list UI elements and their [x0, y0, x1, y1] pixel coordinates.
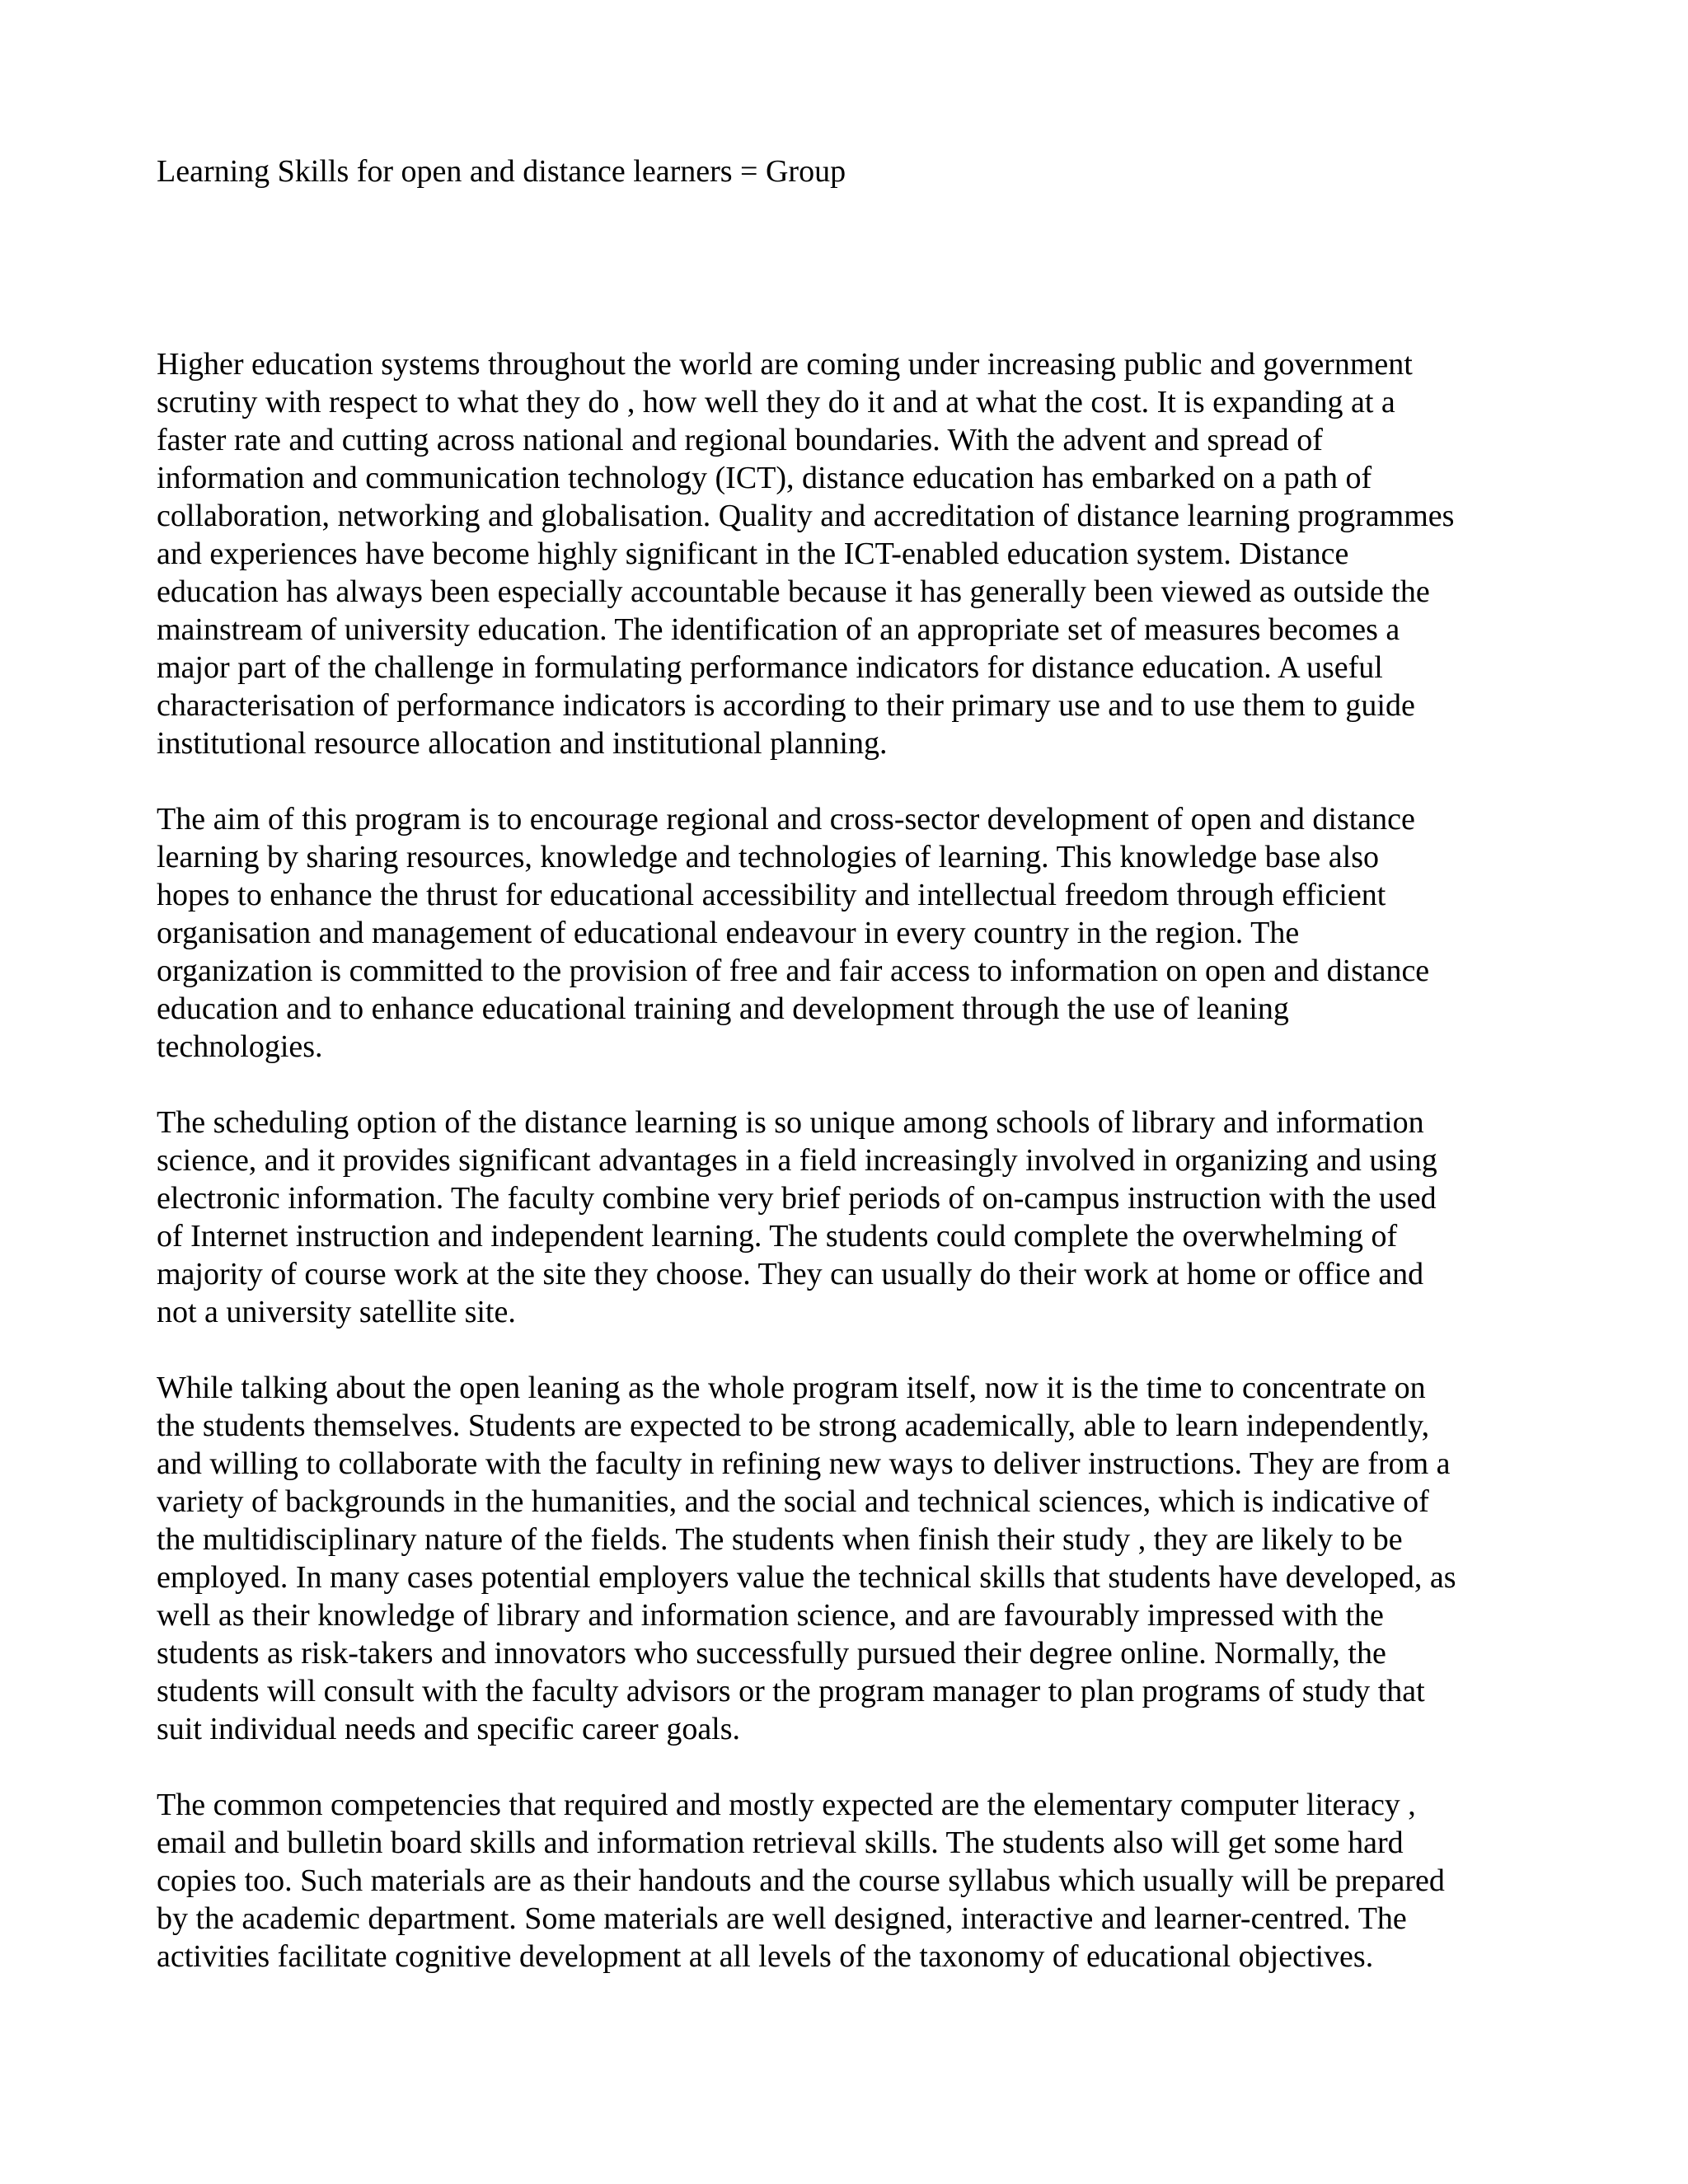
text-line: the students themselves. Students are expected to be strong academically, able to learn independently, [157, 1408, 1430, 1443]
text-line: information and communication technology (ICT), distance education has embarked on a path of [157, 461, 1372, 495]
text-line: students as risk-takers and innovators who successfully pursued their degree online. Normally, the [157, 1636, 1386, 1671]
text-line: organisation and management of educational endeavour in every country in the region. The [157, 916, 1300, 950]
text-line: The aim of this program is to encourage regional and cross-sector development of open and distance [157, 802, 1415, 837]
text-line: well as their knowledge of library and information science, and are favourably impressed with the [157, 1598, 1384, 1633]
text-line: students will consult with the faculty advisors or the program manager to plan programs of study that [157, 1674, 1425, 1708]
text-line: faster rate and cutting across national and regional boundaries. With the advent and spread of [157, 423, 1323, 457]
text-line: copies too. Such materials are as their handouts and the course syllabus which usually will be prepared [157, 1863, 1445, 1898]
text-line: learning by sharing resources, knowledge and technologies of learning. This knowledge base also [157, 840, 1380, 874]
text-line: The common competencies that required and mostly expected are the elementary computer literacy , [157, 1788, 1416, 1822]
text-line: mainstream of university education. The identification of an appropriate set of measures becomes a [157, 612, 1400, 647]
paragraph-2 [157, 800, 1558, 1066]
text-line: activities facilitate cognitive development at all levels of the taxonomy of educational objectives. [157, 1939, 1374, 1974]
text-line: not a university satellite site. [157, 1295, 516, 1329]
text-line: by the academic department. Some materials are well designed, interactive and learner-centred. The [157, 1901, 1407, 1936]
text-line: and experiences have become highly significant in the ICT-enabled education system. Distance [157, 537, 1349, 571]
text-line: While talking about the open leaning as the whole program itself, now it is the time to concentrate on [157, 1371, 1426, 1405]
text-line: characterisation of performance indicators is according to their primary use and to use them to guide [157, 688, 1415, 723]
text-line: email and bulletin board skills and information retrieval skills. The students also will get some hard [157, 1825, 1404, 1860]
paragraph-1 [157, 345, 1558, 762]
paragraph-5 [157, 1786, 1558, 1975]
text-line: employed. In many cases potential employers value the technical skills that students have developed, as [157, 1560, 1456, 1595]
text-line: variety of backgrounds in the humanities, and the social and technical sciences, which is indicative of [157, 1484, 1429, 1519]
text-line: the multidisciplinary nature of the fields. The students when finish their study , they are likely to be [157, 1522, 1403, 1557]
text-line: and willing to collaborate with the faculty in refining new ways to deliver instructions. They are from a [157, 1446, 1451, 1481]
text-line: institutional resource allocation and institutional planning. [157, 726, 888, 761]
text-line: technologies. [157, 1029, 323, 1064]
text-line: education has always been especially accountable because it has generally been viewed as outside the [157, 574, 1430, 609]
text-line: electronic information. The faculty combine very brief periods of on-campus instruction with the used [157, 1181, 1437, 1216]
text-line: majority of course work at the site they choose. They can usually do their work at home or office and [157, 1257, 1424, 1291]
text-line: hopes to enhance the thrust for educational accessibility and intellectual freedom through efficient [157, 878, 1386, 912]
text-line: science, and it provides significant advantages in a field increasingly involved in organizing and using [157, 1143, 1437, 1178]
document-body [157, 345, 1558, 2013]
text-line: organization is committed to the provision of free and fair access to information on open and distance [157, 954, 1430, 988]
text-line: collaboration, networking and globalisation. Quality and accreditation of distance learning programmes [157, 499, 1455, 533]
paragraph-3 [157, 1104, 1558, 1331]
text-line: education and to enhance educational training and development through the use of leaning [157, 991, 1289, 1026]
text-line: suit individual needs and specific career goals. [157, 1712, 741, 1746]
text-line: Higher education systems throughout the world are coming under increasing public and government [157, 347, 1413, 382]
paragraph-4 [157, 1369, 1558, 1748]
text-line: scrutiny with respect to what they do , how well they do it and at what the cost. It is expanding at a [157, 385, 1395, 419]
text-line: The scheduling option of the distance learning is so unique among schools of library and information [157, 1105, 1424, 1140]
document-title: Learning Skills for open and distance learners = Group [157, 154, 846, 189]
text-line: of Internet instruction and independent learning. The students could complete the overwhelming of [157, 1219, 1398, 1254]
text-line: major part of the challenge in formulating performance indicators for distance education. A useful [157, 650, 1383, 685]
